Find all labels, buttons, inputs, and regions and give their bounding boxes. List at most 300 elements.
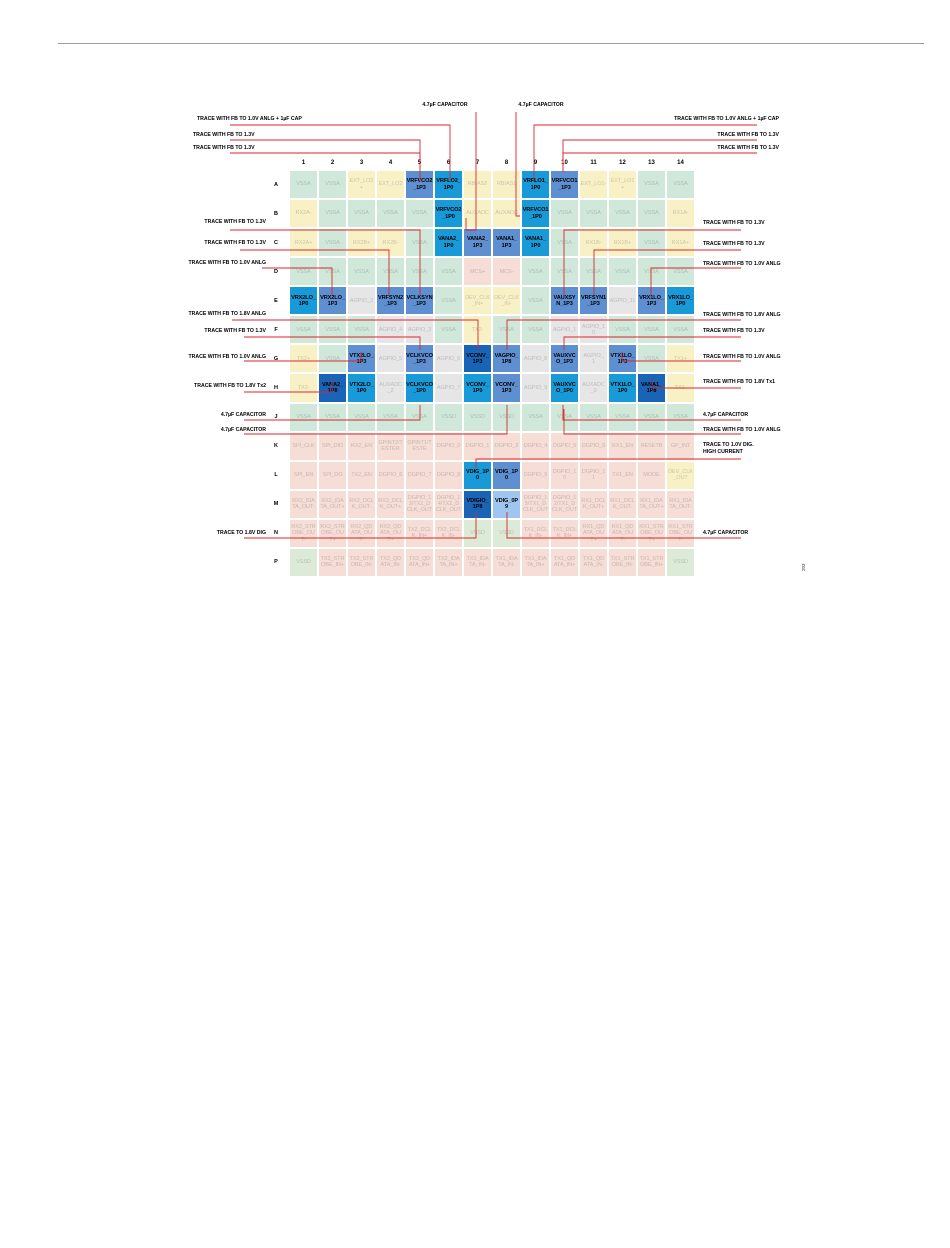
ball-label: DGPIO_0: [436, 443, 461, 449]
note-right-h: TRACE WITH FB TO 1.8V Tx1: [703, 379, 775, 385]
ball-label: VSSA: [615, 413, 630, 420]
ball-N1: [289, 519, 318, 548]
ball-label: VSSA: [325, 413, 340, 420]
row-label: P: [274, 559, 278, 566]
ball-G12: [608, 344, 637, 373]
ball-label: RX2_QD ATA_OU T+: [379, 523, 402, 543]
ball-B12: [608, 199, 637, 228]
ball-G13: [637, 344, 666, 373]
ball-F14: [666, 315, 695, 344]
note-left-d: TRACE WITH FB TO 1.0V ANLG: [188, 260, 266, 266]
ball-F4: [376, 315, 405, 344]
ball-H5: [405, 373, 434, 402]
row-label: B: [274, 210, 278, 217]
ball-D6: [434, 257, 463, 286]
note-right-l1: TRACE TO 1.0V DIG.: [703, 442, 754, 448]
note-left-h: TRACE WITH FB TO 1.8V Tx2: [194, 383, 266, 389]
ball-L1: [289, 461, 318, 490]
note-right-c2: TRACE WITH FB TO 1.3V: [703, 241, 765, 247]
note-right-j: 4.7µF CAPACITOR: [703, 412, 749, 418]
ball-K2: [318, 432, 347, 461]
ball-D13: [637, 257, 666, 286]
ball-M5: [405, 490, 434, 519]
ball-D11: [579, 257, 608, 286]
ball-N6: [434, 519, 463, 548]
ball-label: VSSA: [441, 297, 456, 304]
note-left-k: 4.7µF CAPACITOR: [220, 427, 266, 433]
ball-M6: [434, 490, 463, 519]
ball-label: DGPIO_1 4/TX2_D CLK_OUT: [435, 494, 462, 514]
ball-label: VRX2LO_ 1P0: [291, 294, 316, 307]
ball-label: VSSA: [383, 413, 398, 420]
ball-label: DGPIO_5: [552, 443, 577, 449]
ball-N2: [318, 519, 347, 548]
row-label: H: [274, 385, 278, 392]
ball-label: DGPIO_1 3/TX2_D CLK_OUT: [406, 494, 433, 514]
ball-F5: [405, 315, 434, 344]
ball-label: TX2_EN: [351, 472, 372, 479]
ball-F6: [434, 315, 463, 344]
ball-J8: [492, 403, 521, 432]
ball-N5: [405, 519, 434, 548]
ball-label: VSSA: [412, 210, 427, 217]
ball-label: VSSA: [644, 326, 659, 333]
ball-J14: [666, 403, 695, 432]
ball-label: VSSD: [296, 559, 311, 566]
ball-E14: [666, 286, 695, 315]
ball-label: SPI_CLK: [292, 443, 315, 449]
ball-A6: [434, 170, 463, 199]
ball-H1: [289, 373, 318, 402]
ball-H9: [521, 373, 550, 402]
ball-label: VRFVCO1 _1P0: [522, 207, 549, 220]
ball-P3: [347, 548, 376, 577]
ball-K14: [666, 432, 695, 461]
ball-label: DGPIO_4: [523, 443, 548, 449]
column-label: 14: [677, 160, 684, 166]
ball-N4: [376, 519, 405, 548]
row-label: E: [274, 297, 278, 304]
ball-A10: [550, 170, 579, 199]
ball-label: AGPIO_3: [407, 326, 432, 333]
ball-label: RX1_STR OBE_OU T-: [668, 523, 693, 543]
ball-K8: [492, 432, 521, 461]
ball-P6: [434, 548, 463, 577]
ball-label: VSSA: [325, 181, 340, 188]
ball-N14: [666, 519, 695, 548]
note-tr-anlg-cap: TRACE WITH FB TO 1.0V ANLG + 1µF CAP: [674, 116, 779, 122]
ball-J5: [405, 403, 434, 432]
ball-M1: [289, 490, 318, 519]
ball-P9: [521, 548, 550, 577]
ball-G9: [521, 344, 550, 373]
ball-A3: [347, 170, 376, 199]
ball-C11: [579, 228, 608, 257]
ball-D5: [405, 257, 434, 286]
ball-M7: [463, 490, 492, 519]
ball-H2: [318, 373, 347, 402]
ball-P10: [550, 548, 579, 577]
ball-G5: [405, 344, 434, 373]
ball-G1: [289, 344, 318, 373]
ball-label: VSSA: [557, 239, 572, 246]
ball-C9: [521, 228, 550, 257]
ball-label: RX2B-: [382, 239, 399, 246]
ball-grid: [289, 170, 695, 577]
ball-K10: [550, 432, 579, 461]
note-right-g: TRACE WITH FB TO 1.0V ANLG: [703, 354, 781, 360]
ball-C2: [318, 228, 347, 257]
ball-label: MCS+: [469, 268, 486, 275]
row-label: C: [274, 239, 278, 246]
ball-label: VSSD: [499, 530, 514, 537]
ball-C8: [492, 228, 521, 257]
ball-label: DGPIO_9: [523, 472, 548, 479]
ball-label: VSSA: [615, 210, 630, 217]
ball-label: VSSA: [673, 268, 688, 275]
ball-label: VSSA: [557, 210, 572, 217]
ball-E13: [637, 286, 666, 315]
column-label: 6: [446, 160, 451, 166]
row-label: F: [274, 326, 278, 333]
ball-B1: [289, 199, 318, 228]
ball-label: AGPIO_7: [436, 384, 461, 391]
ball-label: RX1_STR OBE_OU T+: [639, 523, 664, 543]
ball-F2: [318, 315, 347, 344]
ball-label: VSSA: [644, 268, 659, 275]
ball-label: RX2_STR OBE_OU T+: [320, 523, 345, 543]
ball-B9: [521, 199, 550, 228]
note-right-f: TRACE WITH FB TO 1.3V: [703, 328, 765, 334]
ball-label: DGPIO_1 5/TX1_D CLK_OUT: [522, 494, 549, 514]
ball-label: VTX2LO_ 1P0: [349, 381, 374, 395]
ball-label: AGPIO_1 0: [581, 323, 606, 336]
ball-label: TX2_IDA TA_IN+: [437, 556, 460, 569]
ball-label: AUXADC _0: [582, 381, 605, 395]
ball-D1: [289, 257, 318, 286]
ball-label: VSSA: [528, 413, 543, 420]
ball-A5: [405, 170, 434, 199]
note-tr-13b: TRACE WITH FB TO 1.3V: [717, 145, 779, 151]
ball-G11: [579, 344, 608, 373]
ball-label: TX2_QD ATA_IN-: [379, 556, 402, 569]
ball-label: MCS-: [499, 268, 514, 275]
ball-F12: [608, 315, 637, 344]
ball-B6: [434, 199, 463, 228]
ball-label: DGPIO_6: [581, 443, 606, 449]
ball-label: TX2_STR OBE_IN-: [349, 556, 374, 569]
column-label: 2: [330, 160, 335, 166]
ball-label: VSSA: [296, 268, 311, 275]
ball-B3: [347, 199, 376, 228]
ball-label: GP_INT: [670, 443, 691, 449]
ball-label: AGPIO_9: [523, 384, 548, 391]
ball-label: RX2_QD ATA_OU T-: [350, 523, 373, 543]
ball-label: VCONV_ 1P0: [466, 381, 489, 395]
ball-J11: [579, 403, 608, 432]
ball-P7: [463, 548, 492, 577]
ball-E1: [289, 286, 318, 315]
ball-label: AGPIO_2: [349, 297, 374, 304]
ball-C3: [347, 228, 376, 257]
ball-F13: [637, 315, 666, 344]
ball-label: GPINT1/T ESTE: [407, 439, 432, 453]
ball-label: VANA2_ 1P8: [321, 381, 344, 395]
ball-K6: [434, 432, 463, 461]
ball-label: DGPIO_8: [436, 472, 461, 479]
ball-K13: [637, 432, 666, 461]
ball-L13: [637, 461, 666, 490]
ball-label: VSSA: [557, 413, 572, 420]
ball-M3: [347, 490, 376, 519]
ball-E6: [434, 286, 463, 315]
ball-label: AGPIO_11: [609, 297, 636, 304]
column-label: 5: [417, 160, 422, 166]
ball-E7: [463, 286, 492, 315]
ball-N7: [463, 519, 492, 548]
ball-L14: [666, 461, 695, 490]
ball-label: VANA1_ 1P3: [495, 236, 518, 249]
note-left-c1: TRACE WITH FB TO 1.3V: [204, 219, 266, 225]
ball-label: EXT_LO2: [378, 181, 403, 188]
ball-label: RX2_IDA TA_OUT+: [320, 498, 345, 511]
ball-B10: [550, 199, 579, 228]
ball-label: RX2_STR OBE_OU T-: [291, 523, 316, 543]
ball-label: VSSD: [470, 413, 485, 420]
ball-E9: [521, 286, 550, 315]
ball-label: AUXADC _2: [379, 381, 402, 395]
ball-label: RX2_DCL K_OUT+: [378, 498, 403, 511]
row-label: M: [273, 501, 279, 508]
ball-label: TX1_IDA TA_IN+: [524, 556, 547, 569]
ball-label: RX1_QD ATA_OU T+: [582, 523, 605, 543]
ball-label: RBIAS1: [496, 181, 517, 188]
ball-L5: [405, 461, 434, 490]
ball-B2: [318, 199, 347, 228]
note-tl-anlg-cap: TRACE WITH FB TO 1.0V ANLG + 1µF CAP: [197, 116, 302, 122]
ball-label: TX1_DCL K_IN-: [523, 527, 548, 540]
ball-M2: [318, 490, 347, 519]
note-left-f: TRACE WITH FB TO 1.3V: [204, 328, 266, 334]
ball-J1: [289, 403, 318, 432]
ball-K1: [289, 432, 318, 461]
column-label: 13: [648, 160, 655, 166]
ball-label: VAUXVC O_1P0: [553, 381, 576, 395]
ball-P1: [289, 548, 318, 577]
ball-B7: [463, 199, 492, 228]
ball-label: RX2B+: [352, 239, 371, 246]
row-label: D: [274, 268, 278, 275]
ball-N11: [579, 519, 608, 548]
ball-H6: [434, 373, 463, 402]
ball-G2: [318, 344, 347, 373]
ball-label: VRX1LO_ 1P0: [668, 294, 693, 307]
ball-label: TX2-: [297, 384, 310, 391]
ball-label: VSSA: [557, 268, 572, 275]
ball-label: VSSA: [528, 297, 543, 304]
ball-label: VSSA: [644, 239, 659, 246]
ball-label: TX2+: [296, 355, 311, 362]
ball-E5: [405, 286, 434, 315]
ball-label: VSSA: [615, 268, 630, 275]
ball-label: VSSA: [325, 326, 340, 333]
ball-J10: [550, 403, 579, 432]
ball-F8: [492, 315, 521, 344]
ball-L2: [318, 461, 347, 490]
ball-label: VSSA: [499, 326, 514, 333]
note-right-d: TRACE WITH FB TO 1.0V ANLG: [703, 261, 781, 267]
ball-C10: [550, 228, 579, 257]
ball-B11: [579, 199, 608, 228]
ball-P13: [637, 548, 666, 577]
ball-label: VSSA: [673, 181, 688, 188]
ball-A4: [376, 170, 405, 199]
ball-label: VSSA: [296, 181, 311, 188]
ball-F7: [463, 315, 492, 344]
ball-F1: [289, 315, 318, 344]
ball-label: VTX1LO_ 1P3: [610, 352, 635, 365]
ball-E3: [347, 286, 376, 315]
ball-label: VSSA: [586, 413, 601, 420]
ball-A9: [521, 170, 550, 199]
note-right-k: TRACE WITH FB TO 1.0V ANLG: [703, 427, 781, 433]
ball-label: RX2A-: [295, 210, 312, 217]
ball-N9: [521, 519, 550, 548]
ball-label: VDIG_0P 9: [495, 498, 518, 511]
ball-C13: [637, 228, 666, 257]
ball-H4: [376, 373, 405, 402]
ball-label: VRFLO2_ 1P0: [436, 178, 461, 191]
ball-label: VSSA: [644, 181, 659, 188]
ball-M10: [550, 490, 579, 519]
ball-D7: [463, 257, 492, 286]
ball-A2: [318, 170, 347, 199]
ball-label: VSSD: [470, 530, 485, 537]
ball-G10: [550, 344, 579, 373]
ball-label: AUXADC: [495, 210, 518, 217]
ball-label: VSSA: [644, 210, 659, 217]
ball-label: RESETB: [640, 443, 663, 449]
ball-P8: [492, 548, 521, 577]
ball-H11: [579, 373, 608, 402]
ball-E12: [608, 286, 637, 315]
ball-H13: [637, 373, 666, 402]
ball-F10: [550, 315, 579, 344]
ball-A7: [463, 170, 492, 199]
note-left-e: TRACE WITH FB TO 1.8V ANLG: [188, 311, 266, 317]
ball-L7: [463, 461, 492, 490]
note-cap-top-right: 4.7µF CAPACITOR: [518, 102, 564, 108]
ball-M14: [666, 490, 695, 519]
ball-M12: [608, 490, 637, 519]
ball-label: VRFLO1_ 1P0: [523, 178, 548, 191]
ball-label: RX1_EN: [611, 443, 634, 449]
ball-P4: [376, 548, 405, 577]
ball-label: MODE: [643, 472, 660, 479]
ball-label: DGPIO_1 2/TX1_D CLK_OUT: [551, 494, 578, 514]
ball-label: VCONV_ 1P3: [466, 352, 489, 365]
ball-label: SPI_EN: [293, 472, 314, 479]
ball-label: RX1_IDA TA_OUT-: [669, 498, 692, 511]
ball-label: VSSA: [412, 413, 427, 420]
note-tl-13a: TRACE WITH FB TO 1.3V: [193, 132, 255, 138]
ball-H10: [550, 373, 579, 402]
ball-label: VRFSYN2 _1P3: [377, 294, 404, 307]
ball-label: VANA1_ 1P8: [640, 381, 663, 395]
row-label: G: [273, 355, 279, 362]
ball-label: TX1-: [674, 384, 687, 391]
ball-L9: [521, 461, 550, 490]
ball-L4: [376, 461, 405, 490]
ball-L12: [608, 461, 637, 490]
ball-label: RX2_DCL K_OUT-: [349, 498, 374, 511]
ball-label: SPI_DO: [322, 472, 343, 479]
note-left-j: 4.7µF CAPACITOR: [220, 412, 266, 418]
ball-A13: [637, 170, 666, 199]
ball-G14: [666, 344, 695, 373]
ball-label: AGPIO_8: [523, 355, 548, 362]
ball-N13: [637, 519, 666, 548]
ball-J7: [463, 403, 492, 432]
ball-label: VSSA: [615, 326, 630, 333]
ball-N8: [492, 519, 521, 548]
ball-J12: [608, 403, 637, 432]
ball-label: RX1_IDA TA_OUT+: [639, 498, 664, 511]
ball-B5: [405, 199, 434, 228]
ball-label: DEV_CLK _OUT: [668, 468, 693, 482]
ball-F9: [521, 315, 550, 344]
note-tl-13b: TRACE WITH FB TO 1.3V: [193, 145, 255, 151]
ball-B4: [376, 199, 405, 228]
ball-label: RX1B+: [613, 239, 632, 246]
ball-C12: [608, 228, 637, 257]
ball-L10: [550, 461, 579, 490]
ball-label: TX1_QD ATA_IN-: [582, 556, 605, 569]
ball-A1: [289, 170, 318, 199]
column-label: 12: [619, 160, 626, 166]
ball-G4: [376, 344, 405, 373]
ball-label: VCONV_ 1P3: [495, 381, 518, 395]
ball-label: DGPIO_6: [378, 472, 403, 479]
ball-M4: [376, 490, 405, 519]
ball-L6: [434, 461, 463, 490]
ball-label: EXT_LO1 +: [610, 178, 635, 191]
ball-G8: [492, 344, 521, 373]
ball-label: VRFSYN1 _1P3: [580, 294, 607, 307]
ball-G6: [434, 344, 463, 373]
ball-B14: [666, 199, 695, 228]
ball-M9: [521, 490, 550, 519]
ball-C14: [666, 228, 695, 257]
ball-label: VSSA: [354, 268, 369, 275]
ball-label: VTX1LO_ 1P0: [610, 381, 635, 395]
ball-H8: [492, 373, 521, 402]
ball-label: DEV_CLK _IN-: [494, 294, 519, 307]
ball-P14: [666, 548, 695, 577]
note-left-g: TRACE WITH FB TO 1.0V ANLG: [188, 354, 266, 360]
note-right-n: 4.7µF CAPACITOR: [703, 530, 749, 536]
ball-label: VSSA: [673, 413, 688, 420]
ball-label: VSSD: [673, 559, 688, 566]
ball-label: VANA2_ 1P0: [437, 236, 460, 249]
ball-J9: [521, 403, 550, 432]
ball-B13: [637, 199, 666, 228]
ball-H14: [666, 373, 695, 402]
note-right-e: TRACE WITH FB TO 1.8V ANLG: [703, 312, 781, 318]
ball-label: TX1_DCL K_IN+: [552, 527, 577, 540]
ball-label: TX1_STR OBE_IN-: [610, 556, 635, 569]
ball-label: VSSA: [441, 268, 456, 275]
